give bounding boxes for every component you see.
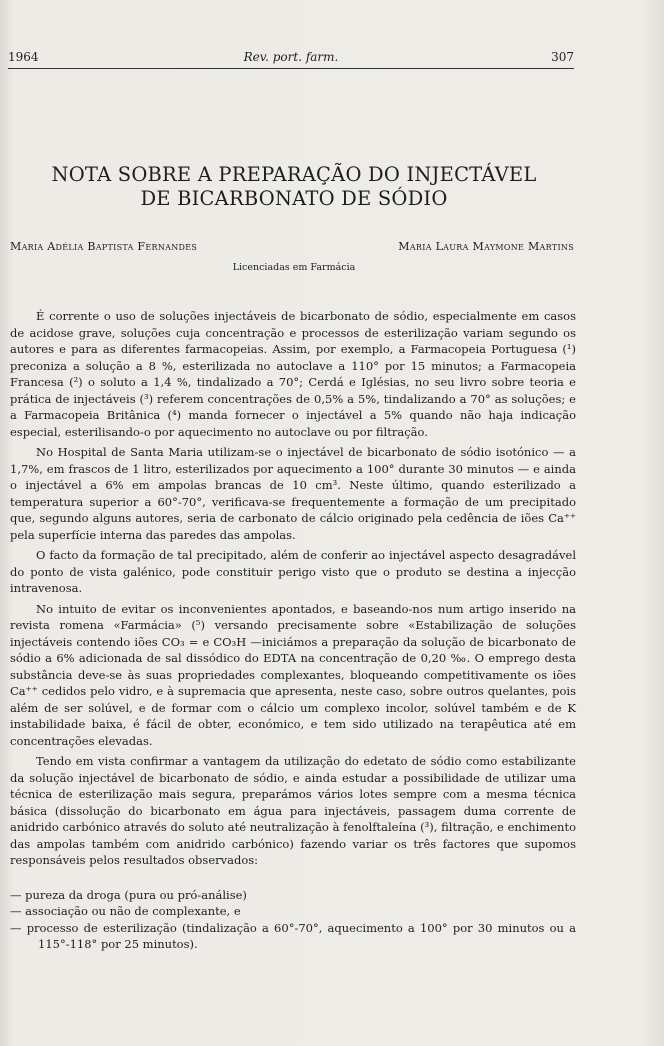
factor-list (10, 887, 576, 953)
header-journal: Rev. port. farm. (243, 50, 339, 64)
article-body (10, 308, 576, 953)
paragraph: No intuito de evitar os inconvenientes apontados, e baseando-nos num artigo inserido na revista romena «Farmácia» (⁵) versando precisamente sobre «Estabilização de soluções injectáveis contendo iões CO₃ = e CO₃H —iniciámos a preparação da solução de bicarbonato de sódio a 6% adicionada de sal dissódico do EDTA na concentração de 0,20 ‰. O emprego desta substância deve-se às suas propriedades complexantes, bloqueando competitivamente os iões Ca⁺⁺ cedidos pelo vidro, e à supremacia que apresenta, neste caso, sobre outros quelantes, pois além de ser solúvel, e de formar com o cálcio um complexo incolor, solúvel também e de K instabilidade baixa, é fácil de obter, económico, e tem sido utilizado na terapêutica até em concentrações elevadas. (10, 601, 576, 748)
title-line-1: NOTA SOBRE A PREPARAÇÃO DO INJECTÁVEL (51, 163, 537, 186)
author-affiliation: Licenciadas em Farmácia (232, 262, 356, 273)
header-year: 1964 (8, 50, 39, 64)
title-line-2: DE BICARBONATO DE SÓDIO (140, 187, 448, 210)
factor-item: — pureza da droga (pura ou pró-análise) (10, 887, 576, 904)
paragraph: Tendo em vista confirmar a vantagem da utilização do edetato de sódio como estabilizante da solução injectável de bicarbonato de sódio, e ainda estudar a possibilidade de utilizar uma técnica de esterilização mais segura, preparámos vários lotes sempre com a mesma técnica básica (dissolução do bicarbonato em água para injectáveis, passagem duma corrente de anidrido carbónico através do soluto até neutralização à fenolftaleína (³), filtração, e enchimento das ampolas também com anidrido carbónico) fazendo variar os três factores que supomos responsáveis pelos resultados observados: (10, 754, 576, 867)
paragraph: É corrente o uso de soluções injectáveis de bicarbonato de sódio, especialmente em casos de acidose grave, soluções cuja concentração e processos de esterilização variam segundo os autores e para as diferentes farmacopeias. Assim, por exemplo, a Farmacopeia Portuguesa (¹) preconiza a solução a 8 %, esterilizada no autoclave a 110° por 15 minutos; a Farmacopeia Francesa (²) o soluto a 1,4 %, tindalizado a 70°; Cerdá e Iglésias, no seu livro sobre teoria e prática de injectáveis (³) referem concentrações de 0,5% a 5%, tindalizando a 70° as soluções; e a Farmacopeia Britânica (⁴) manda fornecer o injectável a 5% quando não haja indicação especial, esterilisando-o por aquecimento no autoclave ou por filtração. (10, 309, 576, 439)
header-page-number: 307 (551, 50, 574, 64)
author-2: Maria Laura Maymone Martins (398, 240, 574, 253)
author-1: Maria Adélia Baptista Fernandes (10, 240, 198, 253)
paragraph: No Hospital de Santa Maria utilizam-se o injectável de bicarbonato de sódio isotónico — a 1,7%, em frascos de 1 litro, esterilizados por aquecimento a 100° durante 30 minutos — e ainda o injectável a 6% em ampolas brancas de 10 cm³. Neste último, quando esterilizado a temperatura superior a 60°-70°, verificava-se frequentemente a formação de um precipitado que, segundo alguns autores, seria de carbonato de cálcio originado pela cedência de iões Ca⁺⁺ pela superfície interna das paredes das ampolas. (10, 445, 576, 542)
running-header (8, 50, 574, 69)
paragraph: O facto da formação de tal precipitado, além de conferir ao injectável aspecto desagradável do ponto de vista galénico, pode constituir perigo visto que o produto se destina a injecção intravenosa. (10, 548, 576, 595)
factor-item: — processo de esterilização (tindalização a 60°-70°, aquecimento a 100° por 30 minutos ou a 115°-118° por 25 minutos). (10, 920, 576, 953)
article-title (14, 163, 574, 211)
factor-item: — associação ou não de complexante, e (10, 903, 576, 920)
